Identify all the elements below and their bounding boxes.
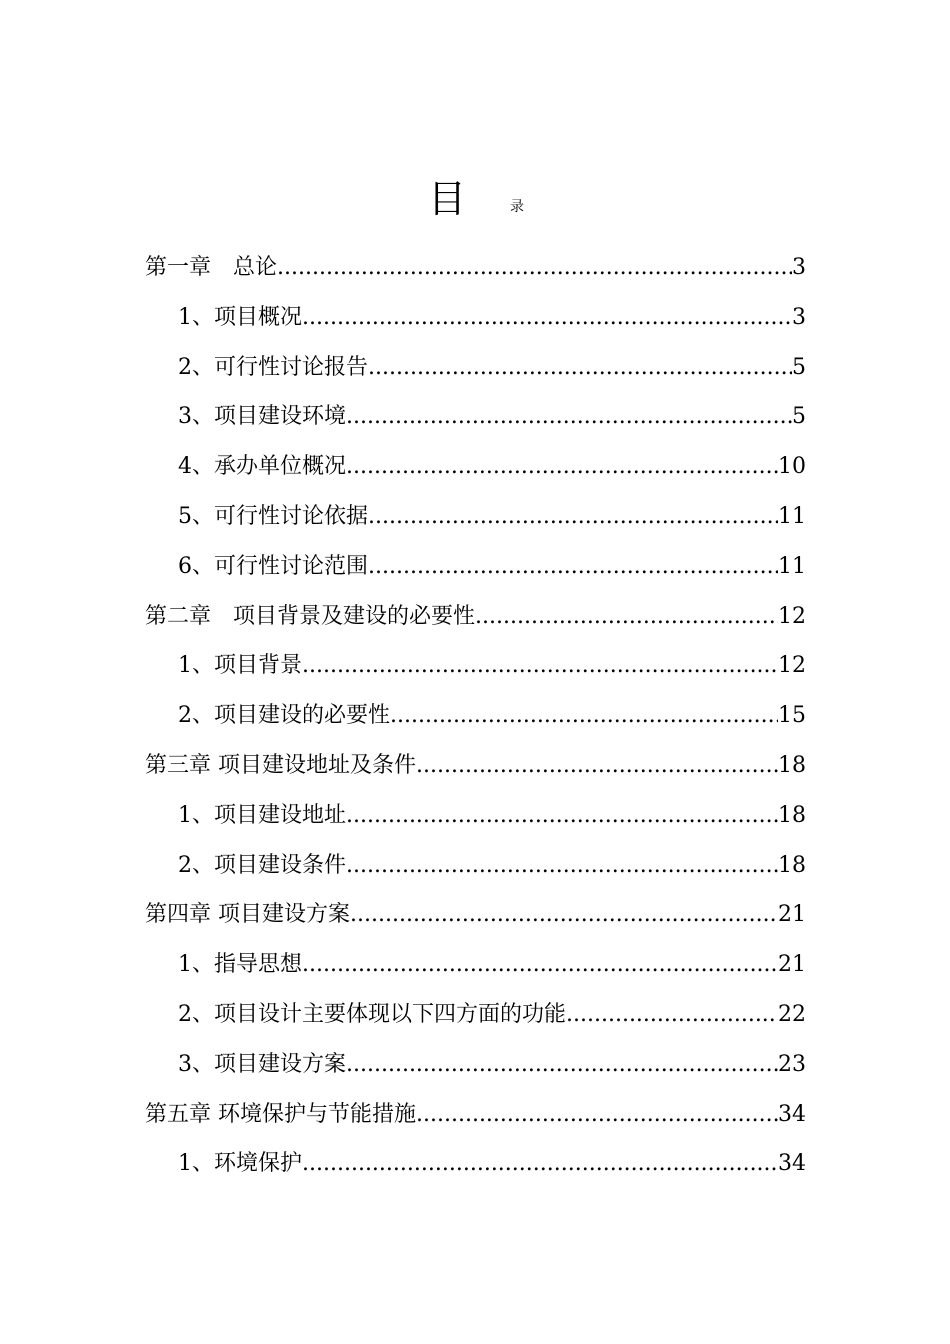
toc-page-number: 12 — [778, 653, 806, 679]
toc-section-entry[interactable] — [145, 1045, 806, 1095]
toc-page-number: 15 — [778, 703, 806, 729]
toc-section-entry[interactable] — [145, 298, 806, 348]
toc-dot-leader — [346, 397, 792, 437]
toc-page-number: 10 — [778, 454, 806, 480]
toc-dot-leader — [416, 1095, 778, 1135]
toc-page-number: 34 — [778, 1101, 806, 1127]
toc-section-entry[interactable] — [145, 945, 806, 995]
toc-entry-text: 3、项目建设方案 — [178, 1051, 346, 1077]
toc-entry-text: 第一章 总论 — [145, 255, 278, 280]
toc-entry-text: 2、项目建设条件 — [178, 852, 346, 878]
toc-section-entry[interactable] — [145, 995, 806, 1045]
toc-entry-text: 2、项目建设的必要性 — [178, 703, 390, 729]
toc-dot-leader — [346, 846, 778, 886]
toc-list — [145, 248, 806, 1194]
toc-section-entry[interactable] — [145, 547, 806, 597]
toc-page-number: 12 — [778, 603, 806, 629]
toc-dot-leader — [346, 796, 778, 836]
toc-title — [0, 176, 950, 226]
toc-dot-leader — [475, 597, 778, 637]
toc-dot-leader — [302, 945, 778, 985]
toc-entry-text: 1、环境保护 — [178, 1151, 302, 1177]
toc-section-entry[interactable] — [145, 447, 806, 497]
toc-page-number: 18 — [778, 802, 806, 828]
toc-section-entry[interactable] — [145, 796, 806, 846]
toc-page-number: 22 — [778, 1001, 806, 1027]
toc-page-number: 3 — [792, 255, 806, 280]
toc-entry-text: 1、项目背景 — [178, 653, 302, 679]
toc-section-entry[interactable] — [145, 696, 806, 746]
toc-page-number: 11 — [778, 553, 806, 579]
toc-page-number: 5 — [792, 354, 806, 380]
toc-entry-text: 2、项目设计主要体现以下四方面的功能 — [178, 1001, 566, 1027]
toc-page-number: 5 — [792, 404, 806, 430]
toc-page-number: 21 — [778, 902, 806, 928]
toc-chapter-entry[interactable] — [145, 746, 806, 796]
toc-page-number: 34 — [778, 1151, 806, 1177]
toc-entry-text: 3、项目建设环境 — [178, 404, 346, 430]
toc-dot-leader — [302, 646, 778, 686]
toc-dot-leader — [346, 447, 778, 487]
toc-dot-leader — [416, 746, 778, 786]
toc-entry-text: 5、可行性讨论依据 — [178, 503, 368, 529]
toc-section-entry[interactable] — [145, 397, 806, 447]
toc-chapter-entry[interactable] — [145, 895, 806, 945]
toc-title-main: 目 — [428, 177, 467, 221]
toc-entry-text: 第二章 项目背景及建设的必要性 — [145, 603, 476, 629]
toc-dot-leader — [368, 497, 778, 537]
toc-entry-text: 第五章 环境保护与节能措施 — [145, 1101, 416, 1127]
toc-entry-text: 第三章 项目建设地址及条件 — [145, 752, 416, 778]
toc-dot-leader — [346, 1045, 778, 1085]
toc-entry-text: 6、可行性讨论范围 — [178, 553, 368, 579]
toc-section-entry[interactable] — [145, 646, 806, 696]
toc-entry-text: 2、可行性讨论报告 — [178, 354, 368, 380]
toc-section-entry[interactable] — [145, 348, 806, 398]
toc-section-entry[interactable] — [145, 497, 806, 547]
toc-dot-leader — [302, 298, 792, 338]
toc-section-entry[interactable] — [145, 1144, 806, 1194]
toc-dot-leader — [390, 696, 778, 736]
toc-dot-leader — [277, 248, 792, 288]
toc-dot-leader — [566, 995, 778, 1035]
toc-entry-text: 4、承办单位概况 — [178, 454, 346, 480]
toc-chapter-entry[interactable] — [145, 597, 806, 647]
toc-section-entry[interactable] — [145, 846, 806, 896]
toc-page-number: 11 — [778, 503, 806, 529]
toc-chapter-entry[interactable] — [145, 1095, 806, 1145]
toc-dot-leader — [350, 895, 778, 935]
toc-entry-text: 1、项目建设地址 — [178, 802, 346, 828]
toc-page-number: 21 — [778, 952, 806, 978]
toc-page-number: 18 — [778, 852, 806, 878]
toc-page-number: 3 — [792, 304, 806, 330]
toc-page-number: 23 — [778, 1051, 806, 1077]
toc-entry-text: 第四章 项目建设方案 — [145, 902, 350, 928]
toc-entry-text: 1、项目概况 — [178, 304, 302, 330]
toc-page-number: 18 — [778, 752, 806, 778]
toc-dot-leader — [302, 1144, 778, 1184]
toc-title-sub: 录 — [510, 199, 524, 215]
toc-dot-leader — [368, 547, 778, 587]
toc-chapter-entry[interactable] — [145, 248, 806, 298]
toc-dot-leader — [368, 348, 792, 388]
toc-entry-text: 1、指导思想 — [178, 952, 302, 978]
